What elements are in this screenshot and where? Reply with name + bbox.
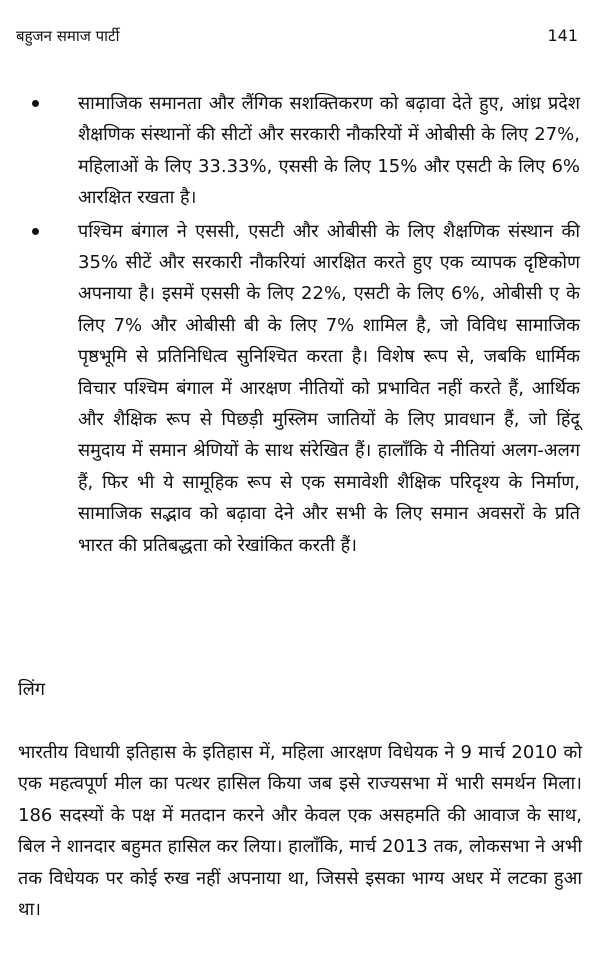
- bullet-item-andhra-pradesh: [32, 88, 580, 214]
- page-number: 141: [547, 26, 578, 45]
- bullet-icon: [32, 228, 39, 235]
- body-paragraph: भारतीय विधायी इतिहास के इतिहास में, महिला आरक्षण विधेयक ने 9 मार्च 2010 को एक महत्वपूर्ण मील का पत्थर हासिल किया जब इसे राज्यसभा में भारी समर्थन मिला। 186 सदस्यों के पक्ष में मतदान करने और केवल एक असहमति की आवाज के साथ, बिल ने शानदार बहुमत हासिल कर लिया। हालाँकि, मार्च 2013 तक, लोकसभा ने अभी तक विधेयक पर कोई रुख नहीं अपनाया था, जिससे इसका भाग्य अधर में लटका हुआ था।: [18, 742, 582, 921]
- bullet-text: पश्चिम बंगाल ने एससी, एसटी और ओबीसी के लिए शैक्षणिक संस्थान की 35% सीटें और सरकारी नौकरियां आरक्षित करते हुए एक व्यापक दृष्टिकोण अपनाया है। इसमें एससी के लिए 22%, एसटी के लिए 6%, ओबीसी ए के लिए 7% और ओबीसी बी के लिए 7% शामिल है, जो विविध सामाजिक पृष्ठभूमि से प्रतिनिधित्व सुनिश्चित करता है। विशेष रूप से, जबकि धार्मिक विचार पश्चिम बंगाल में आरक्षण नीतियों को प्रभावित नहीं करते हैं, आर्थिक और शैक्षिक रूप से पिछड़ी मुस्लिम जातियों के लिए प्रावधान हैं, जो हिंदू समुदाय में समान श्रेणियों के साथ संरेखित हैं। हालाँकि ये नीतियां अलग-अलग हैं, फिर भी ये सामूहिक रूप से एक समावेशी शैक्षिक परिदृश्य के निर्माण, सामाजिक सद्भाव को बढ़ावा देने और सभी के लिए समान अवसरों के प्रति भारत की प्रतिबद्धता को रेखांकित करती हैं।: [78, 220, 580, 556]
- running-head: बहुजन समाज पार्टी: [16, 27, 120, 45]
- bullet-item-west-bengal: [32, 216, 580, 561]
- bullet-text: सामाजिक समानता और लैंगिक सशक्तिकरण को बढ़ावा देते हुए, आंध्र प्रदेश शैक्षणिक संस्थानों की सीटों और सरकारी नौकरियों में ओबीसी के लिए 27%, महिलाओं के लिए 33.33%, एससी के लिए 15% और एसटी के लिए 6% आरक्षित रखता है।: [78, 93, 580, 209]
- bullet-icon: [32, 100, 39, 107]
- page-header: [16, 24, 578, 48]
- bullet-list: [32, 88, 580, 563]
- section-heading: लिंग: [18, 679, 45, 700]
